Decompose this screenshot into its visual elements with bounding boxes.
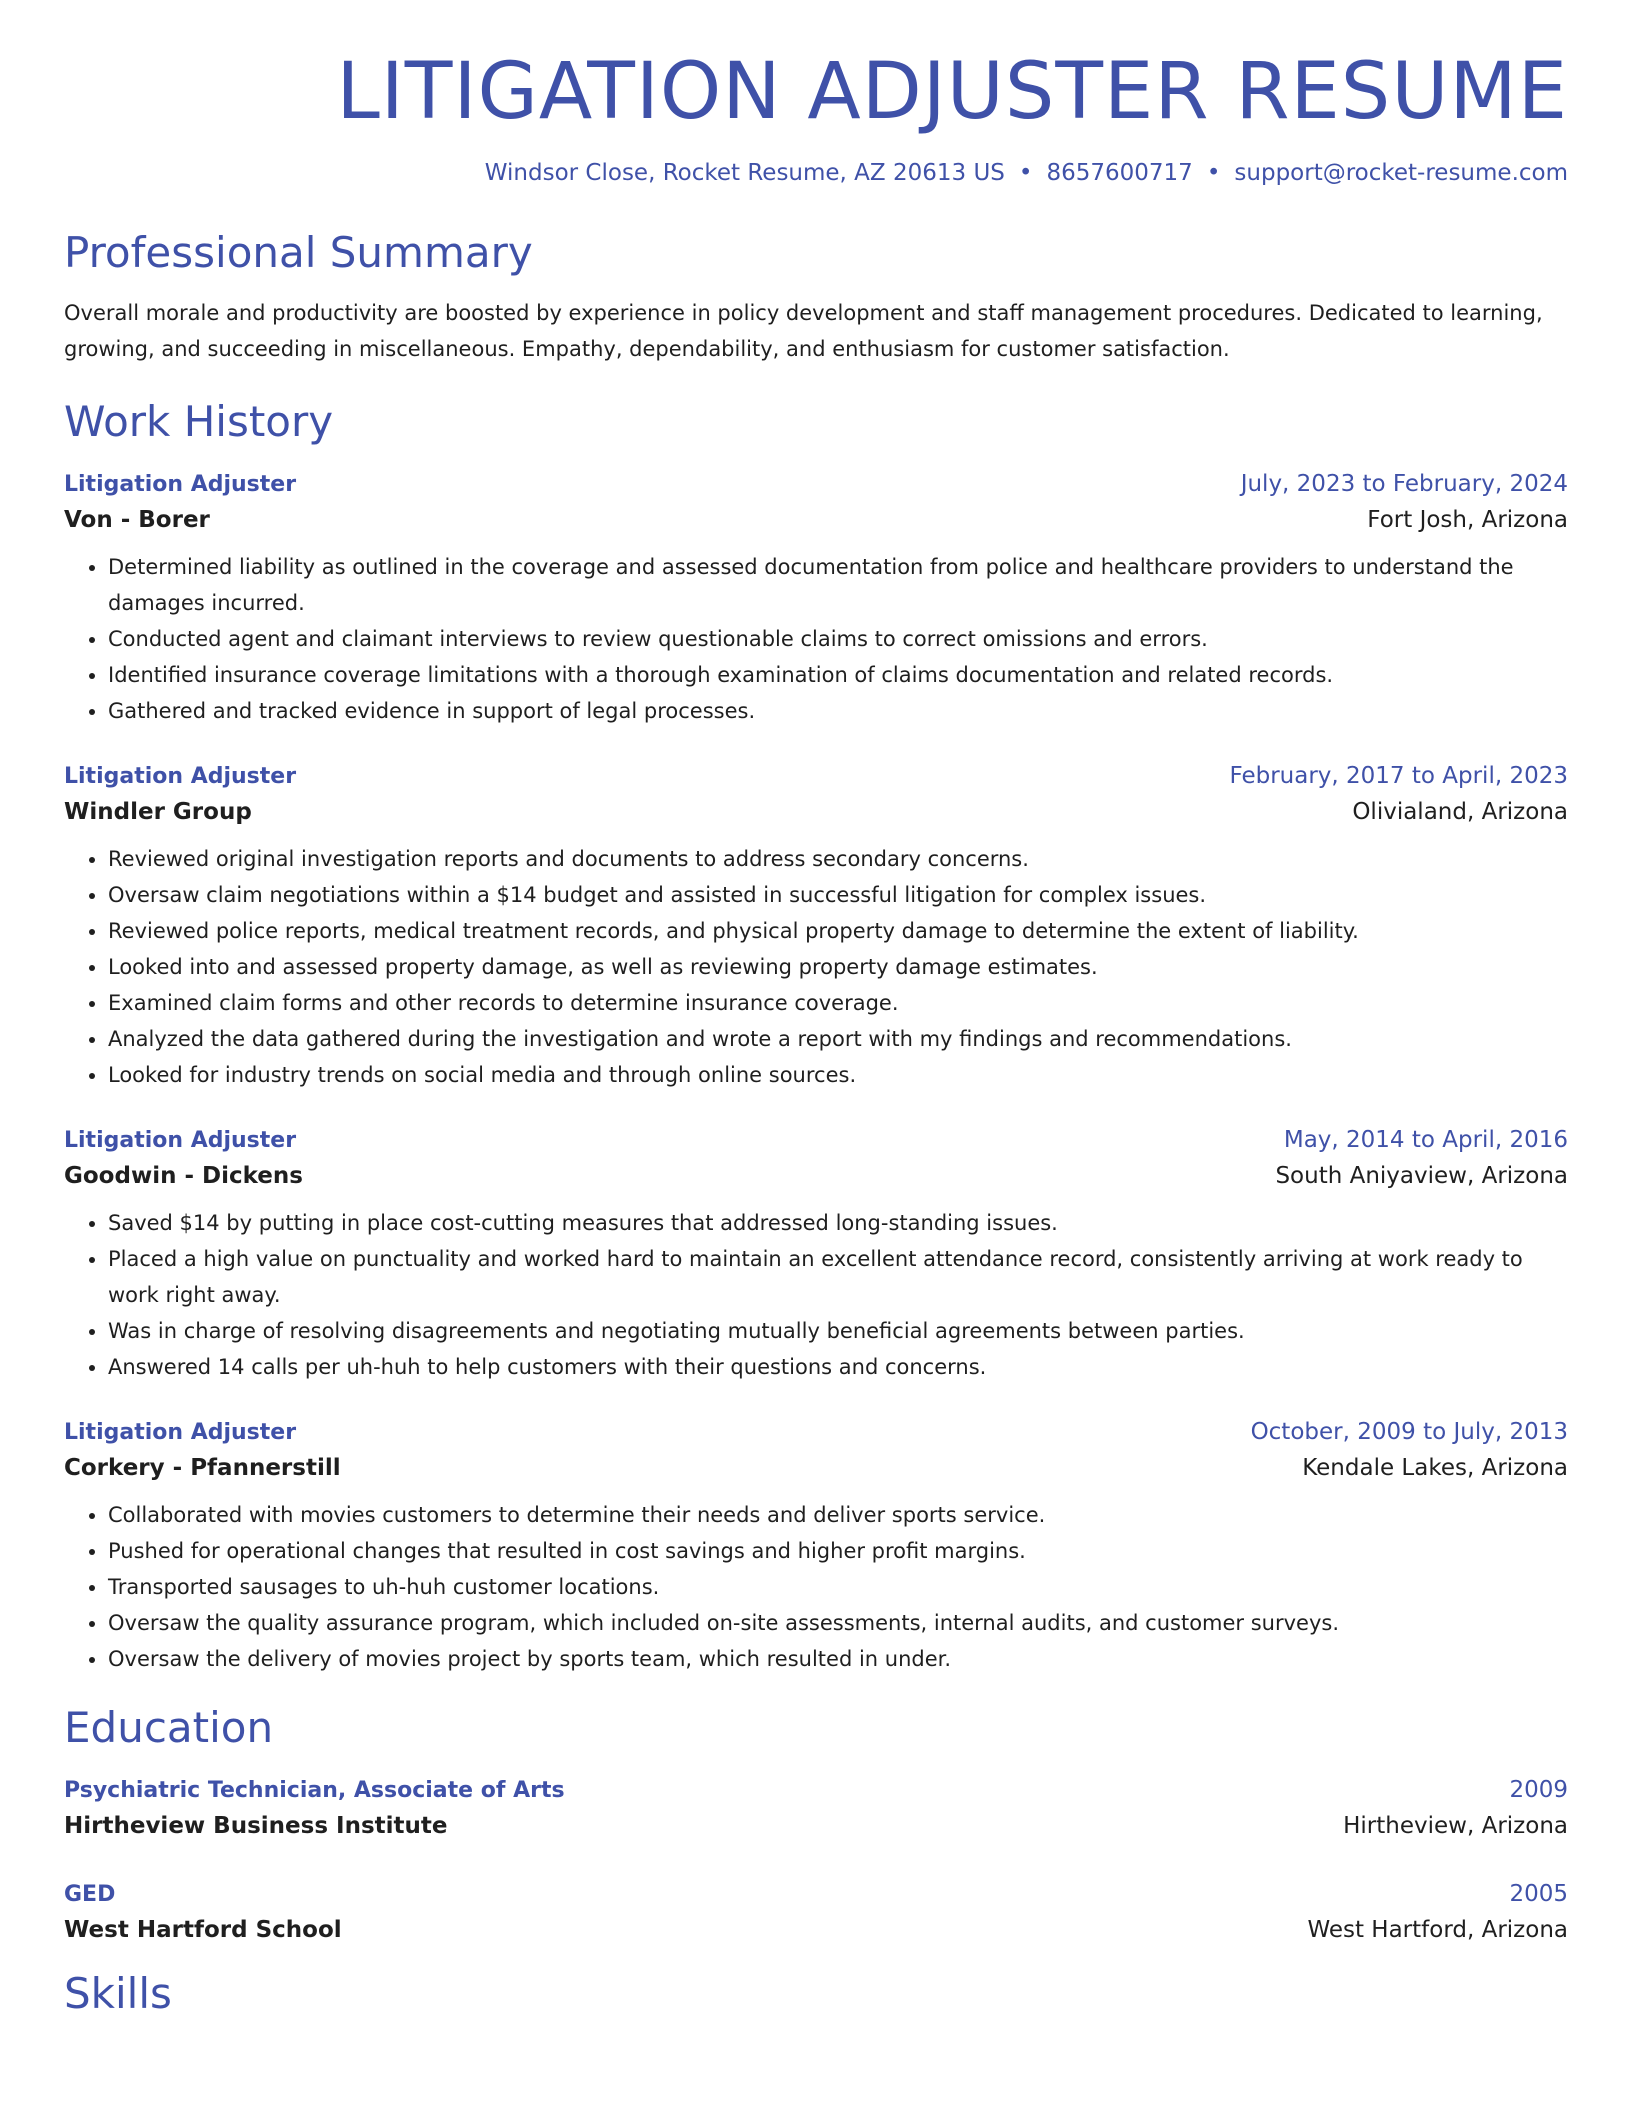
- job-bullet: • Examined claim forms and other records to determine insurance coverage.: [108, 985, 1568, 1021]
- job-location: Olivialand, Arizona: [1352, 799, 1568, 826]
- job-bullet: • Oversaw the quality assurance program, which included on-site assessments, internal audits, and customer surveys.: [108, 1605, 1568, 1641]
- employer-name: Windler Group: [64, 799, 252, 826]
- job-bullet: • Analyzed the data gathered during the investigation and wrote a report with my findings and recommendations.: [108, 1021, 1568, 1057]
- job-dates: July, 2023 to February, 2024: [1240, 471, 1568, 498]
- contact-separator: •: [1206, 160, 1221, 187]
- school-location: West Hartford, Arizona: [1307, 1917, 1568, 1944]
- job-bullet: • Reviewed police reports, medical treatment records, and physical property damage to determine the extent of liability.: [108, 913, 1568, 949]
- job-bullets: [64, 1205, 1568, 1385]
- education-year: 2005: [1509, 1881, 1568, 1908]
- job-entry: [64, 763, 1568, 1093]
- job-entry: [64, 1419, 1568, 1677]
- summary-text: Overall morale and productivity are boosted by experience in policy development and staff management procedures. Dedicated to learning, growing, and succeeding in miscellaneous. Empathy, dependability, and enthusiasm for customer satisfaction.: [64, 300, 1543, 361]
- school-name: Hirtheview Business Institute: [64, 1813, 448, 1840]
- employer-name: Von - Borer: [64, 507, 210, 534]
- work-history-section: [64, 397, 1568, 1677]
- job-bullet: • Was in charge of resolving disagreements and negotiating mutually beneficial agreements between parties.: [108, 1313, 1568, 1349]
- job-bullet: • Gathered and tracked evidence in support of legal processes.: [108, 693, 1568, 729]
- job-entry: [64, 471, 1568, 729]
- employer-name: Corkery - Pfannerstill: [64, 1455, 341, 1482]
- contact-address: Windsor Close, Rocket Resume, AZ 20613 US: [484, 160, 1005, 187]
- job-title: Litigation Adjuster: [64, 764, 297, 790]
- job-bullet: • Identified insurance coverage limitations with a thorough examination of claims documentation and related records.: [108, 657, 1568, 693]
- job-bullet: • Placed a high value on punctuality and worked hard to maintain an excellent attendance record, consistently arriving at work ready to work right away.: [108, 1241, 1568, 1313]
- school-location: Hirtheview, Arizona: [1343, 1813, 1568, 1840]
- job-dates: February, 2017 to April, 2023: [1229, 763, 1568, 790]
- skills-heading: Skills: [64, 1969, 172, 2019]
- job-dates: May, 2014 to April, 2016: [1283, 1127, 1568, 1154]
- job-title: Litigation Adjuster: [64, 472, 297, 498]
- job-bullets: [64, 841, 1568, 1093]
- job-bullets: [64, 1497, 1568, 1677]
- job-bullet: • Looked into and assessed property damage, as well as reviewing property damage estimates.: [108, 949, 1568, 985]
- education-degree: Psychiatric Technician, Associate of Arts: [64, 1778, 565, 1804]
- job-title: Litigation Adjuster: [64, 1420, 297, 1446]
- contact-separator: •: [1018, 160, 1033, 187]
- job-location: Kendale Lakes, Arizona: [1302, 1455, 1568, 1482]
- contact-email: support@rocket-resume.com: [1234, 160, 1568, 187]
- education-year: 2009: [1509, 1777, 1568, 1804]
- education-entry: [64, 1881, 1568, 1943]
- skills-section: [64, 1969, 1568, 2019]
- job-bullet: • Determined liability as outlined in the coverage and assessed documentation from police and healthcare providers to understand the damages incurred.: [108, 549, 1568, 621]
- work-history-heading: Work History: [64, 396, 334, 446]
- job-bullet: • Oversaw the delivery of movies project by sports team, which resulted in under.: [108, 1641, 1568, 1677]
- job-bullet: • Saved $14 by putting in place cost-cutting measures that addressed long-standing issues.: [108, 1205, 1568, 1241]
- employer-name: Goodwin - Dickens: [64, 1163, 303, 1190]
- job-entry: [64, 1127, 1568, 1385]
- education-section: [64, 1703, 1568, 1943]
- job-location: Fort Josh, Arizona: [1367, 507, 1568, 534]
- job-bullet: • Conducted agent and claimant interviews to review questionable claims to correct omissions and errors.: [108, 621, 1568, 657]
- job-bullet: • Looked for industry trends on social media and through online sources.: [108, 1057, 1568, 1093]
- school-name: West Hartford School: [64, 1917, 342, 1944]
- contact-phone: 8657600717: [1046, 160, 1193, 187]
- job-bullet: • Oversaw claim negotiations within a $14 budget and assisted in successful litigation for complex issues.: [108, 877, 1568, 913]
- job-bullet: • Reviewed original investigation reports and documents to address secondary concerns.: [108, 841, 1568, 877]
- job-bullet: • Answered 14 calls per uh-huh to help customers with their questions and concerns.: [108, 1349, 1568, 1385]
- job-bullet: • Pushed for operational changes that resulted in cost savings and higher profit margins.: [108, 1533, 1568, 1569]
- job-dates: October, 2009 to July, 2013: [1250, 1419, 1568, 1446]
- summary-section: [64, 228, 1568, 366]
- contact-line: [64, 160, 1568, 186]
- job-bullet: • Transported sausages to uh-huh customer locations.: [108, 1569, 1568, 1605]
- summary-heading: Professional Summary: [64, 228, 533, 278]
- education-heading: Education: [64, 1703, 274, 1753]
- education-degree: GED: [64, 1882, 116, 1908]
- job-bullet: • Collaborated with movies customers to determine their needs and deliver sports service.: [108, 1497, 1568, 1533]
- education-entry: [64, 1777, 1568, 1839]
- job-location: South Aniyaview, Arizona: [1275, 1163, 1568, 1190]
- job-bullets: [64, 549, 1568, 729]
- resume-title: LITIGATION ADJUSTER RESUME: [336, 47, 1568, 137]
- job-title: Litigation Adjuster: [64, 1128, 297, 1154]
